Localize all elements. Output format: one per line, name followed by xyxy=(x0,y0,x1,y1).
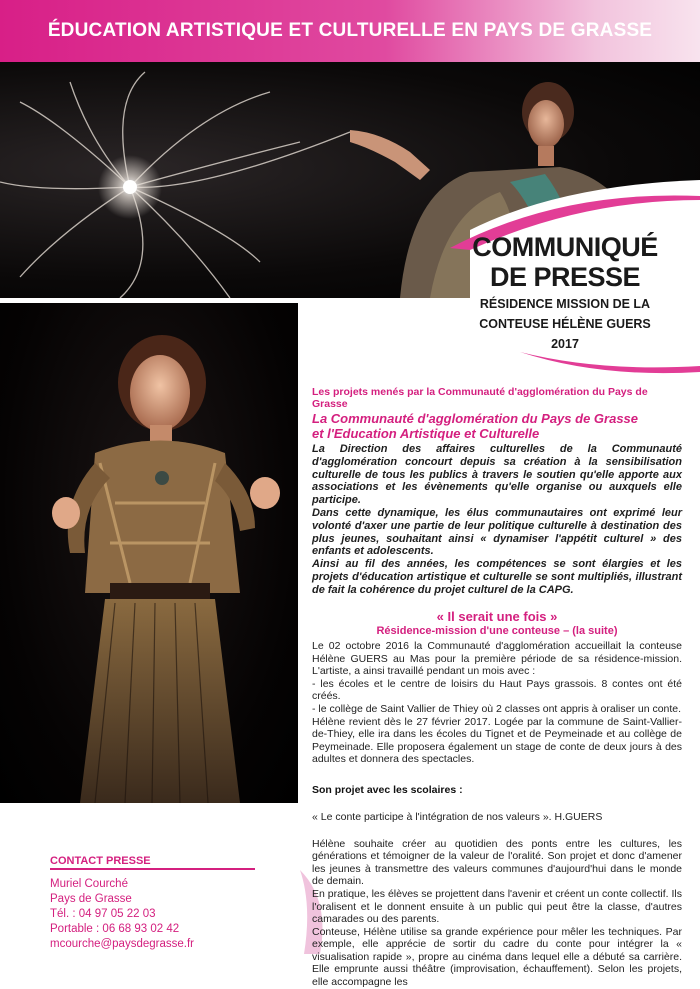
press-release-block xyxy=(455,232,675,352)
story-text-2 xyxy=(312,838,682,989)
contact-email[interactable]: mcourche@paysdegrasse.fr xyxy=(50,938,194,950)
press-title-line2: DE PRESSE xyxy=(489,262,641,292)
capg-title-line2: et l'Education Artistique et Culturelle xyxy=(312,426,540,441)
capg-title-line1: La Communauté d'agglomération du Pays de Grasse xyxy=(312,411,639,426)
story2-paragraph-2: En pratique, les élèves se projettent dans l'avenir et créent un conte collectif. Ils l'oralisent et le donnent ensuite à un public qui peut être la classe, d'autres camarades ou des parents. xyxy=(312,887,682,926)
contact-block xyxy=(50,855,260,952)
story-text xyxy=(312,640,682,766)
capg-paragraph-3: Ainsi au fil des années, les compétences se sont élargies et les projets d'éducation artistique et culturelle se sont multipliés, illustrant de fait la cohérence du projet culturel de la CAPG. xyxy=(312,558,682,596)
story-subtitle: Résidence-mission d'une conteuse – (la suite) xyxy=(376,625,618,637)
press-sub-line2: CONTEUSE HÉLÈNE GUERS xyxy=(479,317,651,331)
projet-label: Son projet avec les scolaires : xyxy=(312,783,463,796)
contact-name: Muriel Courché xyxy=(50,878,128,890)
storyteller-photo xyxy=(0,303,298,803)
quote-text: « Le conte participe à l'intégration de nos valeurs ». H.GUERS xyxy=(312,810,603,823)
story-line-2: - les écoles et le centre de loisirs du Haut Pays grassois. 8 contes ont été créés. xyxy=(312,677,682,703)
story-line-4: Hélène revient dès le 27 février 2017. Logée par la commune de Saint-Vallier-de-Thiey, elle ira dans les écoles du Tignet et de Peymeinade et au collège de Peymeinade. Elle proposera également un stage de conte de deux jours à des adultes et donnera des spectacles. xyxy=(312,715,682,766)
story-line-3: - le collège de Saint Vallier de Thiey où 2 classes ont appris à oraliser un conte. xyxy=(312,702,682,715)
storyteller-illustration xyxy=(0,303,298,803)
contact-tel: Tél. : 04 97 05 22 03 xyxy=(50,908,156,920)
press-title-line1: COMMUNIQUÉ xyxy=(472,232,658,262)
capg-paragraph-1: La Direction des affaires culturelles de la Communauté d'agglomération concourt depuis sa création à la sensibilisation culturelle de tous les publics à travers le soutien qu'elle apporte aux associations et les évènements qu'elle organise ou auxquels elle participe. xyxy=(312,443,682,507)
story-line-1: Le 02 octobre 2016 la Communauté d'agglomération accueillait la conteuse Hélène GUERS au Mas pour la première période de sa résidence-mission. L'artiste, a ainsi travaillé pendant un mois avec : xyxy=(312,640,682,678)
capg-block xyxy=(312,411,682,597)
projects-heading: Les projets menés par la Communauté d'agglomération du Pays de Grasse xyxy=(312,386,648,410)
story-title: « Il serait une fois » xyxy=(436,609,558,624)
contact-heading: CONTACT PRESSE xyxy=(50,855,151,867)
capg-paragraph-2: Dans cette dynamique, les élus communautaires ont exprimé leur volonté d'axer une partie de leur politique culturelle à destination des plus jeunes, souhaitant ainsi « dynamiser l'appétit culturel » des enfants et adolescents. xyxy=(312,506,682,558)
press-sub-line3: 2017 xyxy=(551,337,579,351)
story2-paragraph-3: Conteuse, Hélène utilise sa grande expérience pour mêler les techniques. Par exemple, elle apprécie de sortir du cadre du conte pour intégrer la « visualisation rapide », propre au cinéma dans lequel elle a débuté sa carrière. Elle emprunte aussi théâtre (improvisation, échauffement). Selon les projets, elle accompagne les xyxy=(312,925,682,989)
banner-title: ÉDUCATION ARTISTIQUE ET CULTURELLE EN PAYS DE GRASSE xyxy=(47,20,653,41)
contact-org: Pays de Grasse xyxy=(50,893,132,905)
contact-mobile: Portable : 06 68 93 02 42 xyxy=(50,923,180,935)
press-sub-line1: RÉSIDENCE MISSION DE LA xyxy=(479,297,651,311)
story2-paragraph-1: Hélène souhaite créer au quotidien des ponts entre les cultures, les générations et témoigner de la valeur de l'oralité. Son projet et donc d'amener les jeunes à transmettre des valeurs communes d'aujourd'hui dans le monde de demain. xyxy=(312,837,682,888)
story-section xyxy=(312,609,682,989)
projects-section xyxy=(312,386,682,410)
